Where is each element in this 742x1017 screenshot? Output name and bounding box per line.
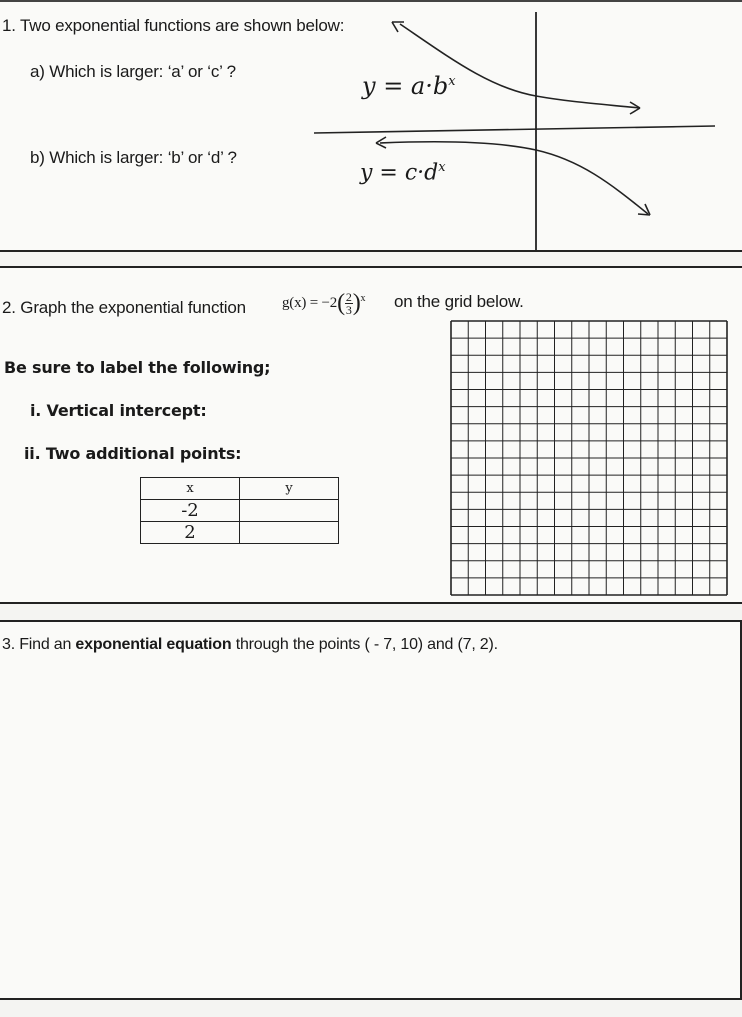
q2-graph-grid [450,320,728,596]
question-3-box [0,620,742,1000]
table-cell-y [240,500,339,522]
table-cell-y [240,522,339,544]
table-header-row [141,478,339,500]
q1-prompt: 1. Two exponential functions are shown below: [2,16,345,35]
q2-item-ii: ii. Two additional points: [24,444,242,463]
table-header-y: y [240,478,339,500]
table-cell-x: -2 [141,500,240,522]
q3-prompt [2,636,498,654]
q1-eq-top: $y = a\cdot b^x$ [362,72,456,100]
q2-xy-table [140,477,339,544]
table-header-x: x [141,478,240,500]
q3-prompt-end: through the points ( - 7, 10) and (7, 2). [235,636,498,653]
table-cell-x: 2 [141,522,240,544]
q2-prompt-start: 2. Graph the exponential function [2,298,246,317]
q2-prompt-end: on the grid below. [394,292,524,311]
table-row [141,522,339,544]
q1-part-a: a) Which is larger: ‘a’ or ‘c’ ? [30,62,236,81]
q3-prompt-bold: exponential equation [75,636,232,653]
q3-prompt-start: 3. Find an [2,636,72,653]
q2-item-i: i. Vertical intercept: [30,401,207,420]
table-row [141,500,339,522]
q2-function: g(x) = −2( $\frac{2}{3}$ )$^x$ [282,290,366,317]
q1-top-curve-arrow-left [392,22,404,32]
q1-graph [300,8,742,252]
q2-label-heading: Be sure to label the following; [4,358,271,377]
q1-x-axis [314,126,715,133]
q1-part-b: b) Which is larger: ‘b’ or ‘d’ ? [30,148,237,167]
q1-eq-bottom: $y = c\cdot d^x$ [360,160,446,186]
